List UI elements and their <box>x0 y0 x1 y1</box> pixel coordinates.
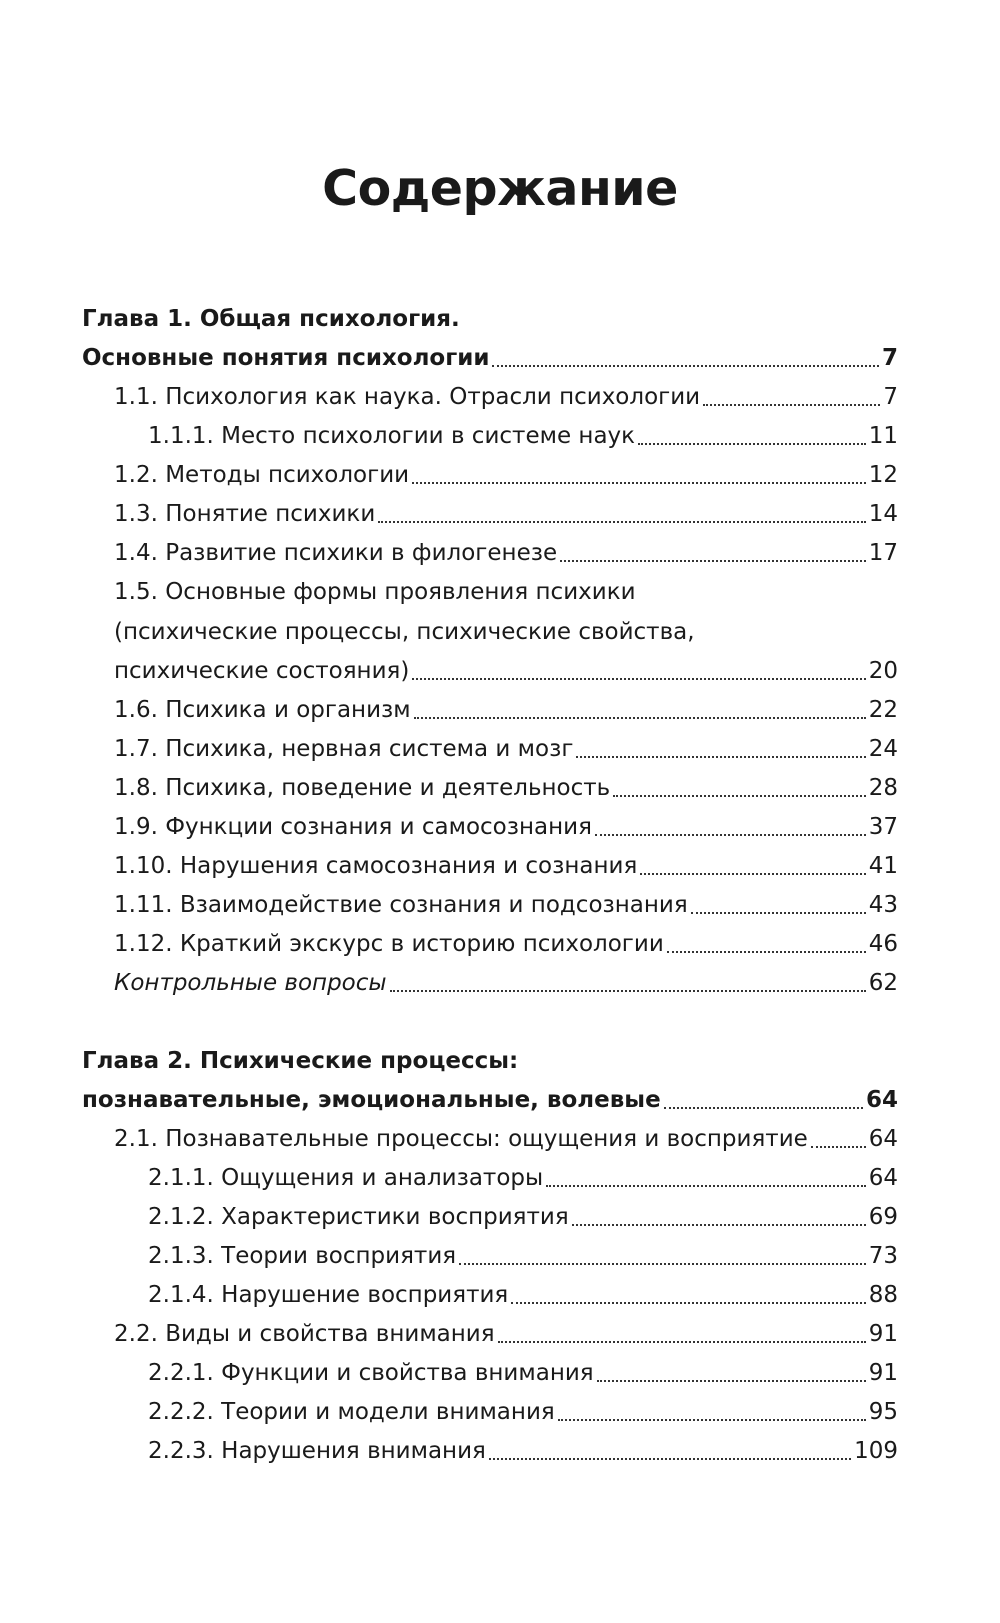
chapter-2-heading: Глава 2. Психические процессы: <box>82 1048 519 1074</box>
toc-label: 1.12. Краткий экскурс в историю психологии <box>114 931 664 957</box>
toc-entry-2-1-4[interactable] <box>148 1277 898 1313</box>
leader-dots <box>811 1146 866 1148</box>
toc-entry-2-1[interactable] <box>114 1121 898 1157</box>
leader-dots <box>492 365 879 367</box>
toc-label: 1.8. Психика, поведение и деятельность <box>114 775 611 801</box>
toc-label: 2.2.2. Теории и модели внимания <box>148 1399 555 1425</box>
leader-dots <box>489 1458 851 1460</box>
toc-entry-2-2-1[interactable] <box>148 1355 898 1391</box>
chapter-2-subheading[interactable] <box>82 1082 898 1118</box>
toc-label: 1.1.1. Место психологии в системе наук <box>148 423 636 449</box>
toc-label: 2.2.1. Функции и свойства внимания <box>148 1360 594 1386</box>
page-number: 88 <box>868 1282 898 1308</box>
toc-label: 1.6. Психика и организм <box>114 697 411 723</box>
toc-label: Контрольные вопросы <box>114 970 387 996</box>
page-number: 91 <box>868 1321 898 1347</box>
toc-entry-1-1[interactable] <box>114 379 898 415</box>
toc-entry-1-5-line2: (психические процессы, психические свойства, <box>114 619 695 645</box>
page-number: 12 <box>868 462 898 488</box>
leader-dots <box>572 1224 866 1226</box>
leader-dots <box>667 951 866 953</box>
page-number: 11 <box>868 423 898 449</box>
toc-label: познавательные, эмоциональные, волевые <box>82 1087 661 1113</box>
toc-label: психические состояния) <box>114 658 410 684</box>
toc-entry-1-4[interactable] <box>114 535 898 571</box>
chapter-1-subheading[interactable] <box>82 340 898 376</box>
toc-label: 2.2.3. Нарушения внимания <box>148 1438 486 1464</box>
toc-label: 2.1.4. Нарушение восприятия <box>148 1282 509 1308</box>
toc-label: 1.11. Взаимодействие сознания и подсознания <box>114 892 688 918</box>
toc-entry-2-2[interactable] <box>114 1316 898 1352</box>
page-number: 43 <box>868 892 898 918</box>
toc-entry-1-2[interactable] <box>114 457 898 493</box>
page-number: 14 <box>868 501 898 527</box>
leader-dots <box>597 1380 866 1382</box>
leader-dots <box>498 1341 866 1343</box>
toc-label: 1.3. Понятие психики <box>114 501 376 527</box>
leader-dots <box>691 912 866 914</box>
leader-dots <box>459 1263 866 1265</box>
toc-entry-1-10[interactable] <box>114 848 898 884</box>
leader-dots <box>558 1419 866 1421</box>
leader-dots <box>664 1107 863 1109</box>
leader-dots <box>638 443 866 445</box>
chapter-1-heading: Глава 1. Общая психология. <box>82 306 460 332</box>
toc-label: Основные понятия психологии <box>82 345 490 371</box>
toc-label: 2.1.2. Характеристики восприятия <box>148 1204 569 1230</box>
page-number: 73 <box>868 1243 898 1269</box>
page-number: 7 <box>881 345 898 371</box>
toc-label: 1.4. Развитие психики в филогенезе <box>114 540 558 566</box>
page-number: 37 <box>868 814 898 840</box>
toc-entry-1-11[interactable] <box>114 887 898 923</box>
toc-label: 2.1.1. Ощущения и анализаторы <box>148 1165 544 1191</box>
page-number: 41 <box>868 853 898 879</box>
leader-dots <box>546 1185 866 1187</box>
toc-entry-1-3[interactable] <box>114 496 898 532</box>
toc-entry-2-1-1[interactable] <box>148 1160 898 1196</box>
toc-entry-1-12[interactable] <box>114 926 898 962</box>
toc-label: 2.1. Познавательные процессы: ощущения и восприятие <box>114 1126 808 1152</box>
toc-entry-2-2-2[interactable] <box>148 1394 898 1430</box>
toc-entry-1-5-line1: 1.5. Основные формы проявления психики <box>114 579 636 605</box>
toc-entry-1-9[interactable] <box>114 809 898 845</box>
leader-dots <box>378 521 865 523</box>
toc-label: 2.1.3. Теории восприятия <box>148 1243 457 1269</box>
page-number: 64 <box>868 1165 898 1191</box>
page-number: 28 <box>868 775 898 801</box>
leader-dots <box>560 560 866 562</box>
leader-dots <box>414 717 866 719</box>
page-number: 64 <box>865 1087 898 1113</box>
toc-label: 2.2. Виды и свойства внимания <box>114 1321 495 1347</box>
page-number: 24 <box>868 736 898 762</box>
toc-entry-1-7[interactable] <box>114 731 898 767</box>
page-number: 17 <box>868 540 898 566</box>
toc-entry-1-6[interactable] <box>114 692 898 728</box>
page-number: 109 <box>854 1438 898 1464</box>
leader-dots <box>640 873 865 875</box>
toc-entry-control-questions[interactable] <box>114 965 898 1001</box>
toc-entry-1-1-1[interactable] <box>148 418 898 454</box>
page-number: 62 <box>868 970 898 996</box>
page-number: 95 <box>868 1399 898 1425</box>
leader-dots <box>511 1302 865 1304</box>
toc-label: 1.7. Психика, нервная система и мозг <box>114 736 574 762</box>
toc-entry-1-8[interactable] <box>114 770 898 806</box>
page-number: 7 <box>883 384 898 410</box>
leader-dots <box>595 834 866 836</box>
toc-entry-2-1-3[interactable] <box>148 1238 898 1274</box>
page-number: 22 <box>868 697 898 723</box>
page-title: Содержание <box>322 160 678 217</box>
toc-label: 1.2. Методы психологии <box>114 462 410 488</box>
leader-dots <box>412 482 866 484</box>
page-number: 64 <box>868 1126 898 1152</box>
page-number: 91 <box>868 1360 898 1386</box>
page-number: 46 <box>868 931 898 957</box>
toc-entry-2-1-2[interactable] <box>148 1199 898 1235</box>
toc-entry-1-5[interactable] <box>114 653 898 689</box>
toc-label: 1.10. Нарушения самосознания и сознания <box>114 853 638 879</box>
toc-label: 1.9. Функции сознания и самосознания <box>114 814 592 840</box>
leader-dots <box>390 990 866 992</box>
leader-dots <box>576 756 865 758</box>
leader-dots <box>703 404 880 406</box>
page-number: 20 <box>868 658 898 684</box>
toc-label: 1.1. Психология как наука. Отрасли психологии <box>114 384 701 410</box>
leader-dots <box>613 795 865 797</box>
page-number: 69 <box>868 1204 898 1230</box>
toc-entry-2-2-3[interactable] <box>148 1433 898 1469</box>
leader-dots <box>412 678 865 680</box>
